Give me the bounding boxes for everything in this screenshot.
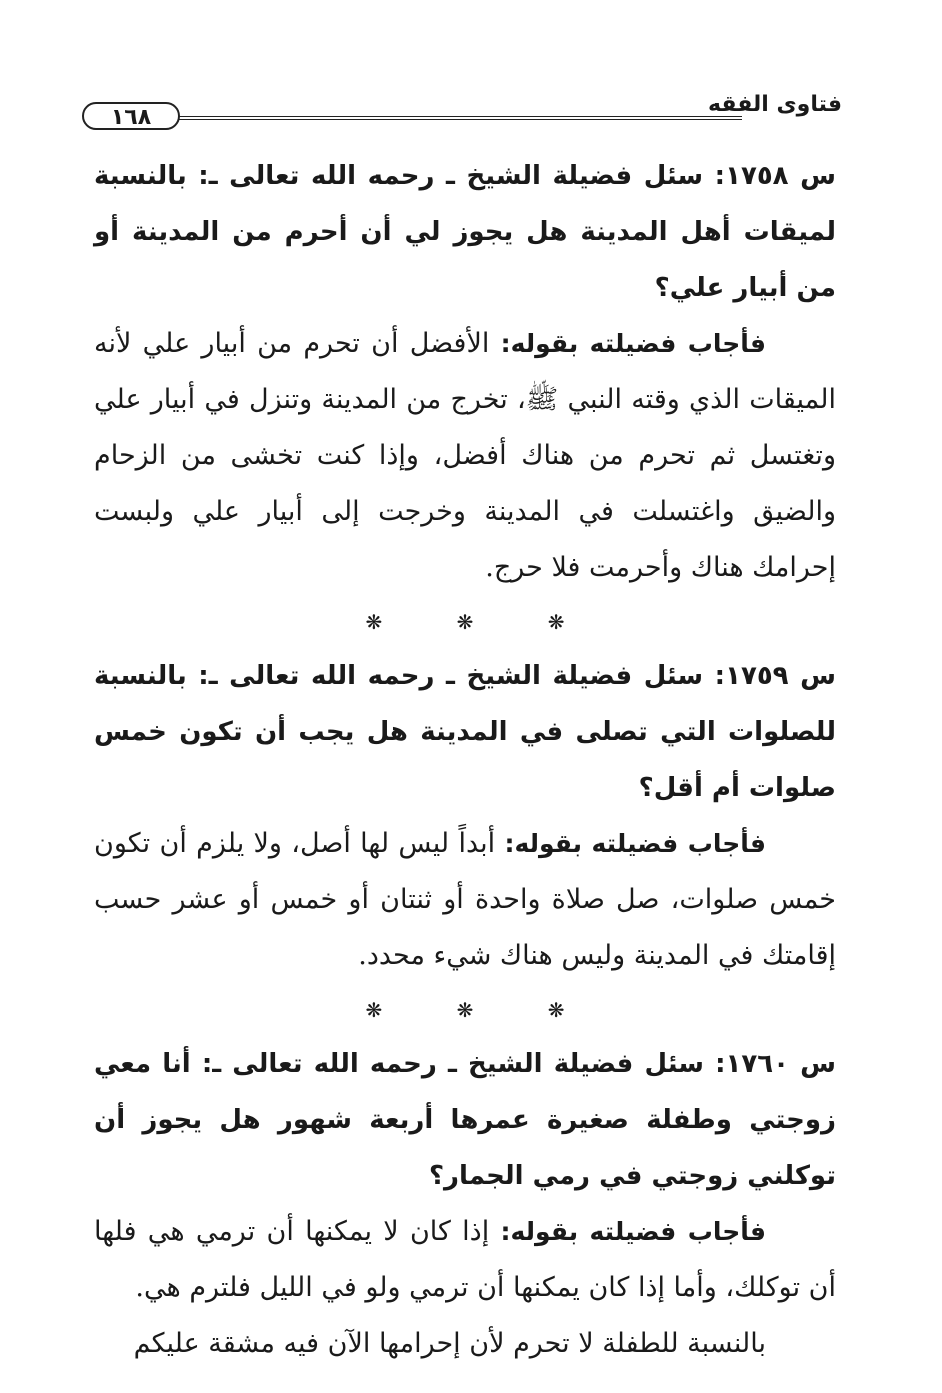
page-body bbox=[94, 148, 836, 1372]
question-1760 bbox=[94, 1036, 836, 1204]
answer-1759 bbox=[94, 816, 836, 984]
answer-1760 bbox=[94, 1204, 836, 1316]
section-separator: ❋ ❋ ❋ bbox=[365, 998, 599, 1022]
question-text: سئل فضيلة الشيخ ـ رحمه الله تعالى ـ: بالنسبة للصلوات التي تصلى في المدينة هل يجب أن تكون خمس صلوات أم أقل؟ bbox=[94, 661, 836, 803]
answer-lead: فأجاب فضيلته بقوله: bbox=[500, 329, 767, 358]
question-text: سئل فضيلة الشيخ ـ رحمه الله تعالى ـ: بالنسبة لميقات أهل المدينة هل يجوز لي أن أحرم من المدينة أو من أبيار علي؟ bbox=[94, 161, 836, 303]
page-header bbox=[82, 88, 842, 134]
answer-text: أبداً ليس لها أصل، ولا يلزم أن تكون خمس صلوات، صل صلاة واحدة أو ثنتان أو خمس أو عشر حسب إقامتك في المدينة وليس هناك شيء محدد. bbox=[94, 828, 836, 971]
answer-1758 bbox=[94, 316, 836, 596]
question-1758 bbox=[94, 148, 836, 316]
section-separator: ❋ ❋ ❋ bbox=[365, 610, 599, 634]
question-1759 bbox=[94, 648, 836, 816]
header-rule bbox=[178, 116, 742, 120]
question-number: س ١٧٦٠: bbox=[715, 1049, 836, 1079]
question-number: س ١٧٥٩: bbox=[714, 661, 836, 691]
answer-continuation: بالنسبة للطفلة لا تحرم لأن إحرامها الآن فيه مشقة عليكم bbox=[133, 1328, 766, 1359]
answer-text: إذا كان لا يمكنها أن ترمي هي فلها أن توكلك، وأما إذا كان يمكنها أن ترمي ولو في الليل فلترم هي. bbox=[94, 1216, 836, 1303]
running-title: فتاوى الفقه bbox=[708, 92, 842, 117]
answer-lead: فأجاب فضيلته بقوله: bbox=[504, 829, 766, 858]
answer-lead: فأجاب فضيلته بقوله: bbox=[500, 1217, 766, 1246]
page-number: ١٦٨ bbox=[82, 102, 180, 130]
question-text: سئل فضيلة الشيخ ـ رحمه الله تعالى ـ: أنا معي زوجتي وطفلة صغيرة عمرها أربعة شهور هل يجوز أن توكلني زوجتي في رمي الجمار؟ bbox=[94, 1049, 836, 1191]
answer-text: الأفضل أن تحرم من أبيار علي لأنه الميقات الذي وقته النبي ﷺ، تخرج من المدينة وتنزل في أبيار علي وتغتسل ثم تحرم من هناك أفضل، وإذا كنت تخشى من الزحام والضيق واغتسلت في المدينة وخرجت إلى أبيار علي ولبست إحرامك هناك وأحرمت فلا حرج. bbox=[94, 328, 836, 583]
question-number: س ١٧٥٨: bbox=[714, 161, 836, 191]
